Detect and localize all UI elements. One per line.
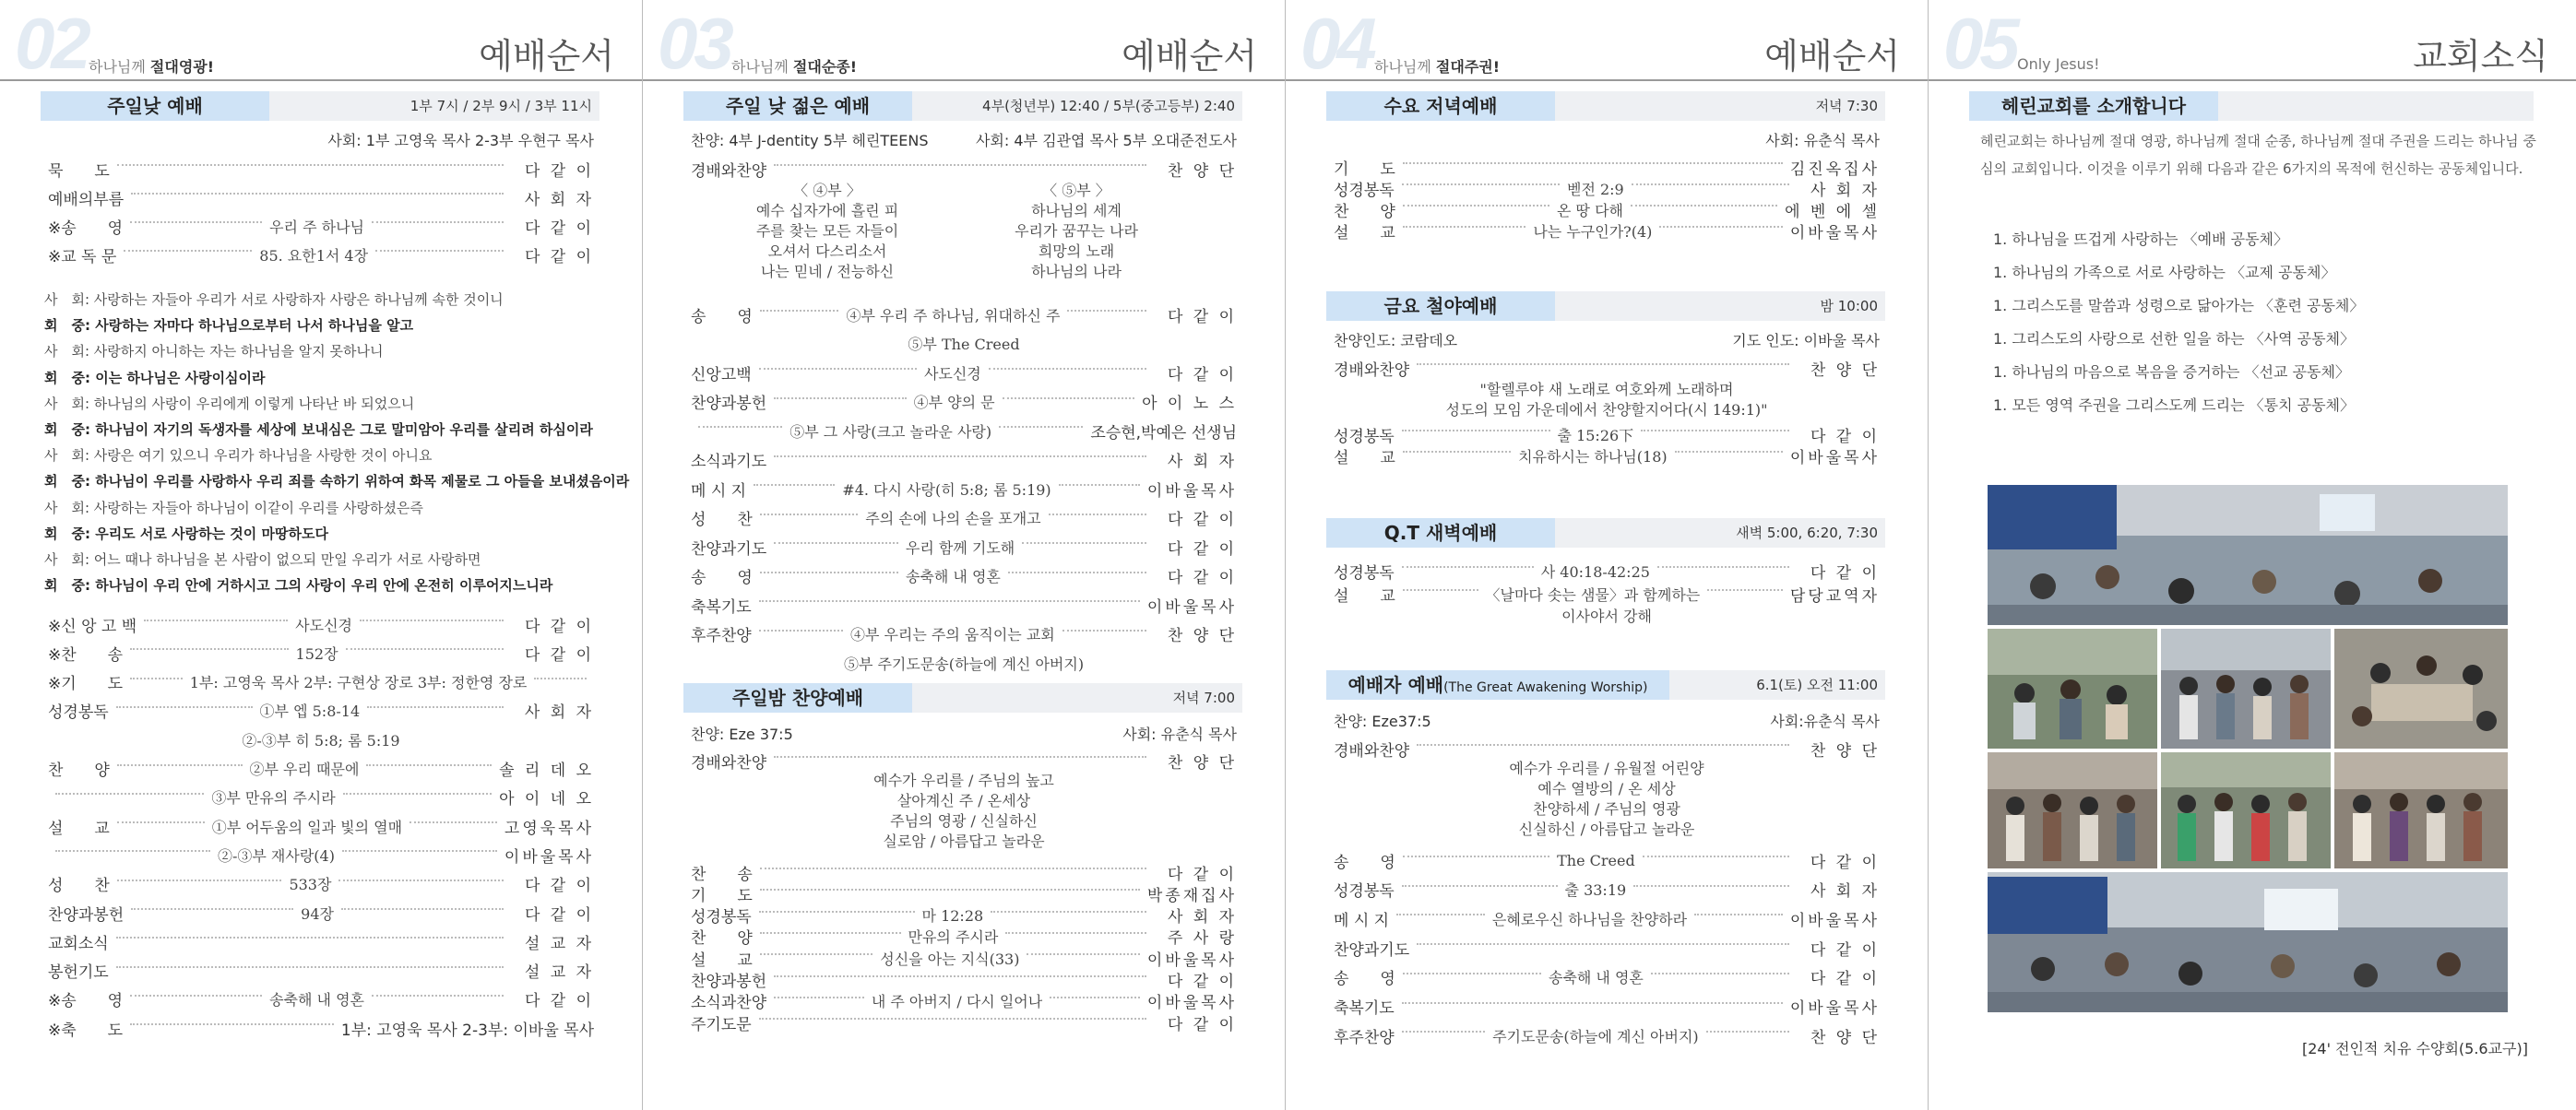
row-label: 송 영: [691, 569, 753, 587]
row-content: ④부 우리는 주의 움직이는 교회: [849, 626, 1055, 644]
row-label: 성경봉독: [1334, 427, 1395, 446]
row-label: 송 영: [1334, 970, 1395, 989]
row-person: 아 이 네 오: [499, 790, 594, 809]
program-row: [691, 506, 1237, 530]
responsive-reading-line: 사 회: 사랑하는 자들아 우리가 서로 사랑하자 사랑은 하나님께 속한 것이니: [44, 291, 504, 308]
row-content: ③부 만유의 주시라: [211, 789, 336, 808]
row-person: 솔 리 데 오: [499, 762, 594, 780]
program-row: [691, 881, 1237, 905]
row-label: 메 시 지: [1334, 911, 1390, 930]
row-person: 사 회 자: [1810, 181, 1881, 200]
program-row: [691, 651, 1237, 675]
photo-retreat-session: [1988, 872, 2508, 1012]
program-row: [1334, 559, 1880, 583]
page-02: [0, 0, 643, 1110]
row-content: ⑤부 주기도문송(하늘에 계신 아버지): [843, 655, 1085, 673]
photo-retreat-hall: [1988, 485, 2508, 625]
row-content: 출 33:19: [1564, 881, 1627, 900]
page-03: [643, 0, 1286, 1110]
program-row: [691, 1010, 1237, 1034]
row-label: 소식과찬양: [691, 994, 767, 1013]
page-slogan: 하나님께 절대주권!: [1374, 58, 1501, 76]
song-list-4bu: 〈 ④부 〉 예수 십자가에 흘린 피 주를 찾는 모든 자들이 오셔서 다스리소서 나는 믿네 / 전능하신: [755, 182, 899, 280]
row-content: 만유의 주시라: [908, 928, 999, 947]
row-person: 다 같 이: [524, 877, 595, 896]
row-label: 메 시 지: [691, 481, 747, 501]
praise-team-line: 찬양: 4부 J-dentity 5부 헤린TEENS: [691, 132, 929, 149]
page-header: [643, 0, 1285, 84]
row-label: 예배의부름: [48, 190, 125, 209]
worship-praise-line: 경배와찬양 찬 양 단: [691, 753, 1237, 773]
row-label: 기 도: [691, 886, 753, 905]
row-content: ⑤부 The Creed: [908, 336, 1020, 353]
section-header-sunday-worship: 주일낮 예배 1부 7시 / 2부 9시 / 3부 11시: [41, 91, 599, 121]
row-person: 이바울목사: [1146, 951, 1238, 970]
photo-group-6: [2334, 752, 2508, 868]
row-person: 다 같 이: [524, 905, 595, 925]
church-intro-text: 헤린교회는 하나님께 절대 영광, 하나님께 절대 순종, 하나님께 절대 주권을 드리는 하나님 중심의 교회입니다. 이것을 이루기 위해 다음과 같은 6가지의 목적에 헌신하는 공동체입니다.: [1980, 133, 2536, 177]
row-person: 다 같 이: [1810, 563, 1880, 583]
program-row: [691, 390, 1237, 414]
program-row: [691, 564, 1237, 588]
row-person: 다 같 이: [524, 161, 594, 181]
program-row: [48, 727, 594, 751]
row-content: 우리 주 하나님: [269, 218, 365, 236]
responsive-reading-line: 회 중: 우리도 서로 사랑하는 것이 마땅하도다: [44, 525, 328, 542]
host-line: 사회: 4부 김관엽 목사 5부 오대준전도사: [975, 132, 1237, 149]
row-person: 설 교 자: [524, 934, 594, 953]
row-person: 주 사 랑: [1167, 929, 1237, 949]
row-person: 담당교역자: [1789, 586, 1880, 606]
program-row: [48, 641, 594, 665]
row-label: 찬 송: [691, 865, 753, 884]
row-label: ※찬 송: [48, 645, 124, 665]
section-header-evening-worship: 주일밤 찬양예배 저녁 7:00: [683, 683, 1242, 713]
responsive-reading-line: 회 중: 하나님이 우리 안에 거하시고 그의 사랑이 우리 안에 온전히 이루어지느니라: [44, 577, 553, 595]
program-row: [1334, 582, 1880, 606]
responsive-reading-line: 회 중: 하나님이 우리를 사랑하사 우리 죄를 속하기 위하여 화목 제물로 그 아들을 보내셨음이라: [44, 473, 630, 490]
row-label: 찬양과봉헌: [691, 395, 767, 413]
program-row: [48, 901, 594, 925]
row-content: 송축해 내 영혼: [905, 568, 1001, 585]
row-content: ②부 우리 때문에: [249, 761, 360, 778]
prayer-leader-line: 기도 인도: 이바울 목사: [1732, 332, 1880, 349]
row-label: ※교 독 문: [48, 247, 117, 266]
row-label: 신앙고백: [691, 365, 752, 384]
section-header-church-intro: 헤린교회를 소개합니다: [1969, 91, 2534, 121]
program-row: [48, 872, 594, 896]
praise-leader-line: 찬양인도: 코람데오: [1334, 332, 1458, 349]
row-label: ※신 앙 고 백: [48, 617, 137, 636]
program-row: [691, 593, 1237, 617]
row-person: 이바울목사: [1789, 911, 1880, 930]
row-person: 이바울목사: [1789, 223, 1880, 242]
row-content: 출 15:26下: [1557, 426, 1634, 444]
row-label: 찬양과봉헌: [691, 973, 767, 991]
row-content: ⑤부 그 사랑(크고 놀라운 사랑): [789, 422, 992, 441]
program-row: [691, 946, 1237, 970]
responsive-reading-line: 사 회: 어느 때나 하나님을 본 사람이 없으되 만일 우리가 서로 사랑하면: [44, 551, 481, 568]
page-header: [0, 0, 642, 84]
page-slogan: 하나님께 절대영광!: [89, 58, 215, 76]
row-person: 다 같 이: [1167, 569, 1237, 587]
row-person: 아 이 노 스: [1142, 395, 1237, 413]
row-person: 찬 양 단: [1810, 1028, 1881, 1047]
row-label: 송 영: [1334, 853, 1395, 872]
page-header: [1929, 0, 2576, 84]
page-number: 04: [1300, 3, 1373, 84]
row-label: 소식과기도: [691, 453, 767, 471]
program-row: [48, 785, 594, 809]
program-row: [48, 814, 594, 838]
row-person: 다 같 이: [524, 247, 595, 266]
row-content: 1부: 고영욱 목사 2부: 구현상 장로 3부: 정한영 장로: [189, 674, 528, 692]
page-slogan: Only Jesus!: [2017, 55, 2100, 73]
program-row: [48, 612, 594, 636]
row-person: 에 벤 에 셀: [1785, 202, 1881, 221]
responsive-reading-line: 사 회: 사랑하는 자들아 하나님이 이같이 우리를 사랑하셨은즉: [44, 499, 423, 516]
song-list-5bu: 〈 ⑤부 〉 하나님의 세계 우리가 꿈꾸는 나라 희망의 노래 하나님의 나라: [1015, 182, 1138, 280]
row-label: 찬양과기도: [691, 539, 767, 559]
row-label: 찬 양: [691, 929, 753, 949]
row-label: 송 영: [691, 307, 753, 326]
host-line: 사회: 유춘식 목사: [1122, 726, 1237, 743]
responsive-reading-line: 사 회: 하나님의 사랑이 우리에게 이렇게 나타난 바 되었으니: [44, 395, 415, 412]
row-person: 사 회 자: [524, 190, 594, 209]
row-content: 94장: [301, 904, 334, 923]
program-row: [691, 360, 1237, 384]
row-person: 다 같 이: [1810, 940, 1880, 960]
program-row: [48, 929, 594, 953]
photo-group-1: [1988, 629, 2157, 749]
responsive-reading-line: 회 중: 하나님이 자기의 독생자를 세상에 보내심은 그로 말미암아 우리를 살리려 하심이라: [44, 421, 593, 438]
section-header-wednesday-worship: 수요 저녁예배 저녁 7:30: [1326, 91, 1885, 121]
row-person: 다 같 이: [1167, 1015, 1237, 1034]
program-row: [1334, 218, 1880, 242]
row-content: 마 12:28: [921, 907, 984, 926]
responsive-reading-line: 회 중: 사랑하는 자마다 하나님으로부터 나서 하나님을 알고: [44, 317, 414, 335]
program-row: [691, 302, 1237, 326]
program-row: [691, 989, 1237, 1013]
page-number: 02: [15, 3, 88, 84]
program-row: [48, 959, 594, 983]
row-person: 다 같 이: [1167, 973, 1237, 991]
worship-praise-line: 경배와찬양 찬 양 단: [1334, 741, 1880, 761]
row-content: ④부 양의 문: [913, 394, 995, 411]
program-row: [48, 242, 594, 266]
praise-line: 찬양: Eze37:5: [1334, 713, 1431, 730]
row-content: 주기도문송(하늘에 계신 아버지): [1492, 1027, 1699, 1045]
row-person: 이바울목사: [1789, 999, 1880, 1018]
program-row: [1334, 906, 1880, 930]
row-person: 다 같 이: [524, 617, 595, 636]
row-content: 우리 함께 기도해: [905, 538, 1015, 557]
host-line: 사회: 유춘식 목사: [1765, 132, 1880, 149]
row-person: 다 같 이: [524, 218, 595, 238]
row-person: 사 회 자: [1810, 882, 1881, 902]
program-row: [691, 622, 1237, 646]
program-row: [1334, 965, 1880, 989]
program-row: [691, 925, 1237, 949]
row-label: 후주찬양: [1334, 1028, 1395, 1047]
program-row: [691, 968, 1237, 992]
row-person: 다 같 이: [524, 645, 594, 665]
responsive-reading-line: 사 회: 사랑은 여기 있으니 우리가 하나님을 사랑한 것이 아니요: [44, 447, 433, 465]
row-content: ②-③부 재사랑(4): [217, 846, 335, 865]
row-content: ②-③부 히 5:8; 롬 5:19: [242, 731, 400, 750]
worship-praise-line: 경배와찬양 찬 양 단: [691, 161, 1237, 181]
page-title: 예배순서: [1764, 36, 1900, 77]
row-person: 찬 양 단: [1167, 627, 1237, 645]
row-content: 85. 요한1서 4장: [259, 246, 369, 265]
row-label: 주기도문: [691, 1015, 752, 1034]
row-person: 사 회 자: [524, 703, 594, 723]
row-label: 설 교: [1334, 223, 1395, 242]
song-list-saturday: 예수가 우리를 / 유월절 어린양 예수 열방의 / 온 세상 찬양하세 / 주님의 영광 신실하신 / 아름답고 놀라운: [1509, 760, 1704, 838]
program-row: [48, 1016, 594, 1040]
program-row: [1334, 936, 1880, 960]
row-person: 이바울목사: [1146, 481, 1238, 501]
program-row: [691, 332, 1237, 356]
row-content: 송축해 내 영혼: [1548, 969, 1644, 987]
row-label: 성 찬: [691, 511, 753, 529]
program-row: [1334, 443, 1880, 467]
page-slogan: 하나님께 절대순종!: [731, 58, 858, 76]
program-row: [691, 477, 1237, 501]
row-content: 〈날마다 솟는 샘물〉과 함께하는: [1485, 585, 1701, 604]
praise-line: 찬양: Eze 37:5: [691, 726, 793, 743]
section-header-friday-worship: 금요 철야예배 밤 10:00: [1326, 291, 1885, 321]
row-person: 다 같 이: [1167, 539, 1237, 559]
worship-praise-line: 경배와찬양 찬 양 단: [1334, 360, 1880, 380]
row-label: 찬 양: [1334, 202, 1395, 221]
photo-group-2: [2161, 629, 2331, 749]
section-header-worshipper-worship: 예배자 예배(The Great Awakening Worship) 6.1(토) 오전 11:00: [1326, 670, 1885, 700]
section-header-youth-worship: 주일 낮 젊은 예배 4부(청년부) 12:40 / 5부(중고등부) 2:40: [683, 91, 1242, 121]
row-content: #4. 다시 사랑(히 5:8; 롬 5:19): [842, 480, 1051, 499]
list-item: 1. 하나님의 마음으로 복음을 증거하는 〈선교 공동체〉: [1993, 363, 2350, 381]
row-content: The Creed: [1557, 851, 1635, 869]
row-person: 김진옥집사: [1789, 159, 1880, 179]
song-list-evening: 예수가 우리를 / 주님의 높고 살아계신 주 / 온세상 주님의 영광 / 신실하신 실로암 / 아름답고 놀라운: [873, 772, 1054, 850]
row-label: 찬 양: [48, 762, 110, 780]
program-row: [48, 185, 594, 209]
row-label: ※송 영: [48, 992, 124, 1011]
program-row: [48, 157, 594, 181]
section-header-qt-worship: Q.T 새벽예배 새벽 5:00, 6:20, 7:30: [1326, 518, 1885, 548]
row-content: 송축해 내 영혼: [269, 991, 365, 1010]
row-content: ④부 우리 주 하나님, 위대하신 주: [846, 306, 1061, 325]
row-label: 봉헌기도: [48, 963, 109, 983]
page-header: [1286, 0, 1928, 84]
row-label: 성경봉독: [1334, 563, 1395, 583]
row-person: 사 회 자: [1167, 908, 1238, 927]
row-content: 치유하시는 하나님(18): [1518, 447, 1668, 466]
row-label: 후주찬양: [691, 627, 752, 645]
row-person: 조승현,박예은 선생님: [1090, 423, 1237, 443]
row-content: ①부 엡 5:8-14: [259, 703, 361, 721]
row-content: 나는 누구인가?(4): [1533, 222, 1653, 241]
row-person: 이바울목사: [504, 847, 595, 867]
row-person: 다 같 이: [1810, 427, 1881, 446]
row-content: 벧전 2:9: [1566, 180, 1624, 198]
row-label: 성경봉독: [1334, 882, 1395, 902]
row-label: 설 교: [48, 819, 110, 838]
row-person: 다 같 이: [1167, 511, 1238, 529]
program-row: [691, 903, 1237, 927]
responsive-reading-line: 사 회: 사랑하지 아니하는 자는 하나님을 알지 못하나니: [44, 343, 384, 360]
page-number: 03: [658, 3, 730, 84]
row-person: 1부: 고영욱 목사 2-3부: 이바울 목사: [340, 1021, 594, 1040]
list-item: 1. 모든 영역 주권을 그리스도께 드리는 〈통치 공동체〉: [1993, 396, 2355, 414]
row-person: 다 같 이: [1167, 307, 1238, 326]
row-content: 533장: [289, 876, 332, 894]
program-row: [48, 757, 594, 781]
row-person: 설 교 자: [524, 963, 594, 983]
host-line: 사회:유춘식 목사: [1770, 713, 1880, 730]
program-row: [1334, 848, 1880, 872]
row-label: 설 교: [691, 951, 753, 970]
qt-subtitle: 이사야서 강해: [1561, 608, 1652, 625]
list-item: 1. 그리스도를 말씀과 성령으로 닮아가는 〈훈련 공동체〉: [1993, 297, 2365, 314]
row-label: 축복기도: [1334, 999, 1395, 1018]
list-item: 1. 하나님을 뜨겁게 사랑하는 〈예배 공동체〉: [1993, 230, 2288, 248]
program-row: [1334, 1023, 1880, 1047]
row-label: 교회소식: [48, 934, 109, 953]
program-row: [48, 214, 594, 238]
row-label: 묵 도: [48, 161, 110, 181]
page-title: 예배순서: [479, 36, 614, 77]
row-label: 성경봉독: [691, 908, 752, 927]
row-label: 성 찬: [48, 877, 110, 896]
row-content: 은혜로우신 하나님을 찬양하라: [1491, 910, 1688, 928]
row-content: 152장: [295, 644, 338, 663]
row-content: 사도신경: [923, 364, 981, 383]
row-person: 사 회 자: [1167, 453, 1237, 471]
program-row: [691, 535, 1237, 559]
psalm-quote: "할렐루야 새 노래로 여호와께 노래하며 성도의 모임 가운데에서 찬양할지어다(시 149:1)": [1445, 381, 1768, 419]
row-person: 박종재집사: [1146, 886, 1237, 905]
program-row: [48, 987, 594, 1011]
row-person: 고영욱목사: [504, 819, 595, 838]
row-person: 다 같 이: [1167, 865, 1237, 884]
page-04: [1286, 0, 1929, 1110]
row-content: 온 땅 다해: [1556, 201, 1623, 219]
program-row: [48, 670, 594, 694]
host-line: 사회: 1부 고영욱 목사 2-3부 우현구 목사: [327, 132, 594, 149]
row-person: 다 같 이: [524, 992, 595, 1011]
row-label: 성경봉독: [48, 703, 109, 723]
row-person: 이바울목사: [1789, 448, 1880, 467]
row-label: ※송 영: [48, 218, 124, 238]
row-person: 다 같 이: [1810, 853, 1880, 872]
row-label: 찬양과봉헌: [48, 905, 125, 925]
program-row: [1334, 878, 1880, 902]
responsive-reading-line: 회 중: 이는 하나님은 사랑이심이라: [44, 369, 266, 386]
row-label: 설 교: [1334, 448, 1395, 467]
program-row: [1334, 995, 1880, 1019]
page-title: 교회소식: [2413, 36, 2548, 77]
photo-group-3: [2334, 629, 2508, 749]
row-content: 성신을 아는 지식(33): [880, 950, 1020, 968]
row-content: 내 주 아버지 / 다시 일어나: [871, 993, 1043, 1011]
program-row: [691, 448, 1237, 472]
row-label: ※기 도: [48, 675, 124, 694]
photo-group-4: [1988, 752, 2157, 868]
row-label: 기 도: [1334, 159, 1395, 179]
row-label: 찬양과기도: [1334, 940, 1410, 960]
page-05: [1929, 0, 2576, 1110]
row-person: 이바울목사: [1146, 994, 1238, 1013]
row-content: 주의 손에 나의 손을 포개고: [865, 510, 1041, 527]
page-title: 예배순서: [1122, 36, 1257, 77]
row-label: 축복기도: [691, 597, 752, 617]
row-content: 사도신경: [295, 616, 352, 634]
list-item: 1. 그리스도의 사랑으로 선한 일을 하는 〈사역 공동체〉: [1993, 330, 2355, 348]
row-person: 다 같 이: [1167, 365, 1237, 384]
row-person: 이바울목사: [1146, 597, 1237, 617]
row-content: ①부 어두움의 일과 빛의 열매: [211, 818, 403, 836]
program-row: [691, 419, 1237, 443]
purpose-list: [1993, 223, 2364, 422]
program-row: [48, 843, 594, 867]
row-label: 성경봉독: [1334, 181, 1395, 200]
photo-group-5: [2161, 752, 2331, 868]
row-content: 사 40:18-42:25: [1540, 562, 1650, 581]
program-row: [691, 860, 1237, 884]
program-row: [48, 699, 594, 723]
page-number: 05: [1943, 3, 2016, 84]
photo-caption: [24' 전인적 치유 수양회(5.6교구)]: [2302, 1040, 2528, 1057]
row-label: 설 교: [1334, 586, 1395, 606]
list-item: 1. 하나님의 가족으로 서로 사랑하는 〈교제 공동체〉: [1993, 264, 2336, 281]
row-person: 다 같 이: [1810, 970, 1880, 989]
row-label: ※축 도: [48, 1021, 124, 1040]
